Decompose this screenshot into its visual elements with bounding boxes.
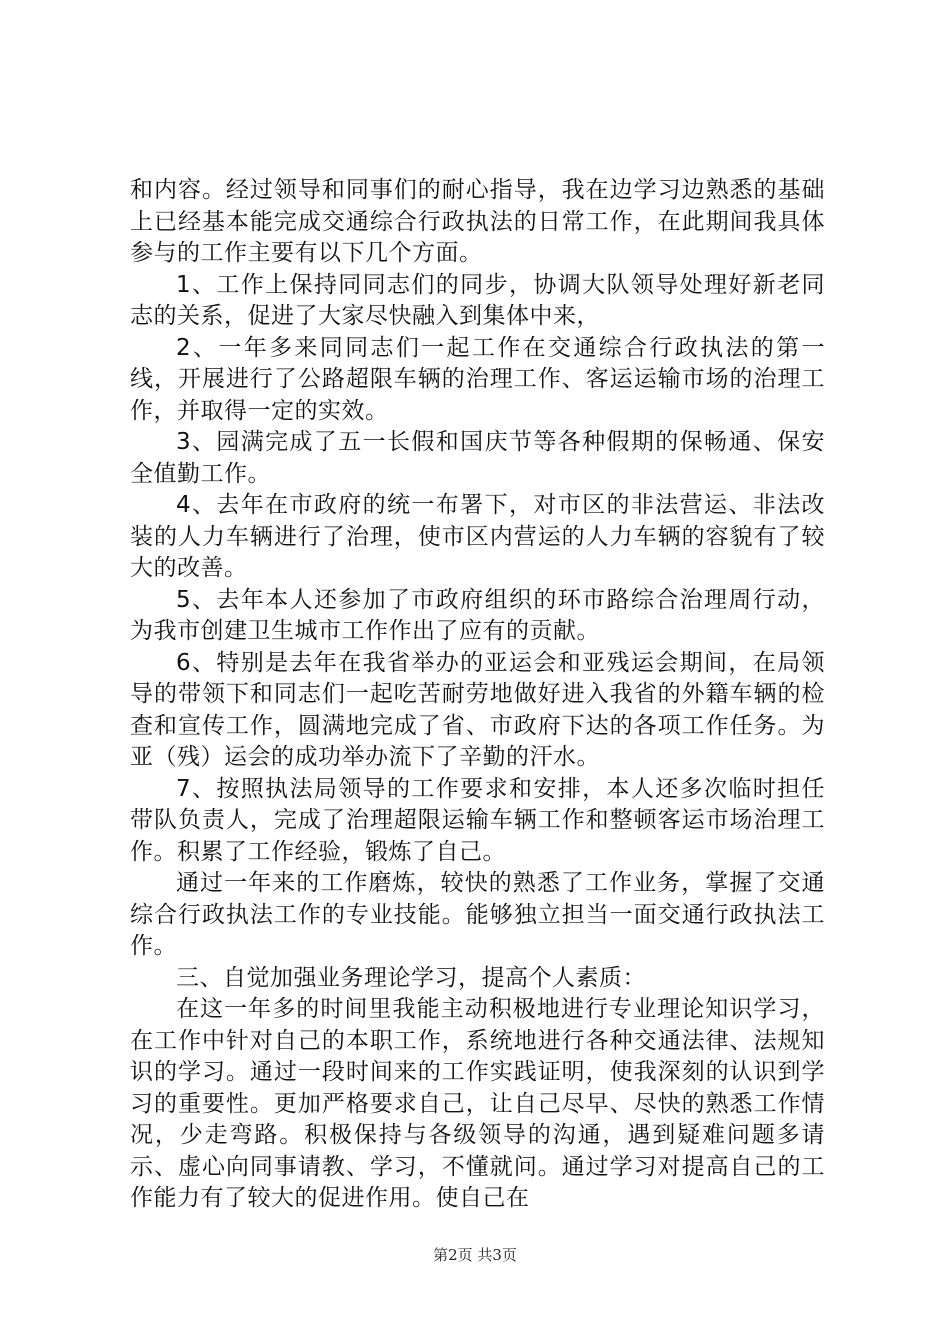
paragraph-summary: 通过一年来的工作磨炼，较快的熟悉了工作业务，掌握了交通综合行政执法工作的专业技能。能够独立担当一面交通行政执法工作。: [130, 870, 825, 959]
paragraph-item-5: 5、去年本人还参加了市政府组织的环市路综合治理周行动，为我市创建卫生城市工作作出了应有的贡献。: [130, 586, 825, 644]
paragraph-item-1: 1、工作上保持同同志们的同步，协调大队领导处理好新老同志的关系，促进了大家尽快融入到集体中来，: [130, 271, 825, 329]
paragraph-intro-continuation: 和内容。经过领导和同事们的耐心指导，我在边学习边熟悉的基础上已经基本能完成交通综合行政执法的日常工作，在此期间我具体参与的工作主要有以下几个方面。: [130, 177, 825, 266]
paragraph-item-3: 3、园满完成了五一长假和国庆节等各种假期的保畅通、保安全值勤工作。: [130, 429, 825, 487]
document-body: [130, 175, 825, 1215]
paragraph-item-4: 4、去年在市政府的统一布署下，对市区的非法营运、非法改装的人力车辆进行了治理，使市区内营运的人力车辆的容貌有了较大的改善。: [130, 492, 825, 581]
section-heading-3: 三、自觉加强业务理论学习，提高个人素质：: [176, 964, 646, 991]
paragraph-item-6: 6、特别是去年在我省举办的亚运会和亚残运会期间，在局领导的带领下和同志们一起吃苦耐劳地做好进入我省的外籍车辆的检查和宣传工作，圆满地完成了省、市政府下达的各项工作任务。为亚（残）运会的成功举办流下了辛勤的汗水。: [130, 649, 825, 770]
paragraph-item-7: 7、按照执法局领导的工作要求和安排，本人还多次临时担任带队负责人，完成了治理超限运输车辆工作和整顿客运市场治理工作。积累了工作经验，锻炼了自己。: [130, 775, 825, 865]
paragraph-item-2: 2、一年多来同同志们一起工作在交通综合行政执法的第一线，开展进行了公路超限车辆的治理工作、客运运输市场的治理工作，并取得一定的实效。: [130, 334, 825, 424]
paragraph-study: 在这一年多的时间里我能主动积极地进行专业理论知识学习，在工作中针对自己的本职工作，系统地进行各种交通法律、法规知识的学习。通过一段时间来的工作实践证明，使我深刻的认识到学习的重要性。更加严格要求自己，让自己尽早、尽快的熟悉工作情况，少走弯路。积极保持与各级领导的沟通，遇到疑难问题多请示、虚心向同事请教、学习，不懂就问。通过学习对提高自己的工作能力有了较大的促进作用。使自己在: [130, 996, 825, 1211]
page-footer: 第2页 共3页: [433, 1246, 517, 1264]
